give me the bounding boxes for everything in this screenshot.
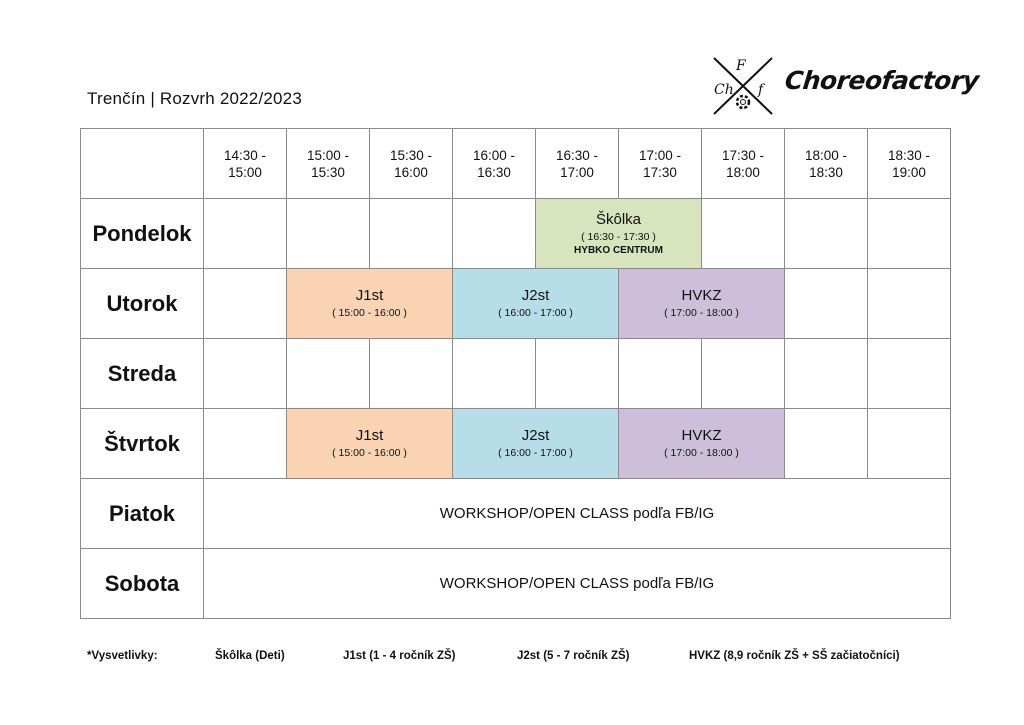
empty-cell — [370, 339, 453, 409]
class-time: ( 16:30 - 17:30 ) — [581, 230, 656, 243]
empty-cell — [204, 199, 287, 269]
empty-cell — [204, 339, 287, 409]
class-venue: HYBKO CENTRUM — [574, 244, 663, 256]
day-label: Pondelok — [81, 199, 204, 269]
time-slot-header: 18:00 - 18:30 — [785, 129, 868, 199]
empty-cell — [619, 339, 702, 409]
class-name: J1st — [355, 427, 384, 444]
day-label: Štvrtok — [81, 409, 204, 479]
class-block-hvkz — [619, 269, 785, 339]
empty-cell — [785, 269, 868, 339]
legend-j2st: J2st (5 - 7 ročník ZŠ) — [517, 650, 630, 662]
page-title: Trenčín | Rozvrh 2022/2023 — [87, 89, 302, 108]
class-block-skolka — [536, 199, 702, 269]
class-time: ( 15:00 - 16:00 ) — [332, 307, 407, 319]
time-slot-header: 18:30 - 19:00 — [868, 129, 951, 199]
class-name: J2st — [521, 287, 550, 304]
class-time: ( 15:00 - 16:00 ) — [332, 447, 407, 459]
class-block-j1st — [287, 409, 453, 479]
time-slot-header: 16:30 - 17:00 — [536, 129, 619, 199]
empty-cell — [287, 199, 370, 269]
time-slot-header: 15:30 - 16:00 — [370, 129, 453, 199]
empty-cell — [453, 199, 536, 269]
corner-cell — [81, 129, 204, 199]
class-name: HVKZ — [681, 427, 722, 444]
empty-cell — [785, 339, 868, 409]
class-block-j2st — [453, 269, 619, 339]
time-slot-header: 14:30 - 15:00 — [204, 129, 287, 199]
empty-cell — [204, 269, 287, 339]
monogram-icon — [706, 52, 782, 120]
day-label: Utorok — [81, 269, 204, 339]
day-row-utorok — [81, 269, 951, 339]
empty-cell — [868, 199, 951, 269]
legend-skolka: Škôlka (Deti) — [215, 650, 285, 662]
monogram-left: Ch — [714, 82, 734, 98]
legend-j1st: J1st (1 - 4 ročník ZŠ) — [343, 650, 456, 662]
monogram-top: F — [736, 58, 746, 74]
monogram-right: f — [758, 82, 764, 98]
empty-cell — [370, 199, 453, 269]
class-name: J1st — [355, 287, 384, 304]
schedule-table — [80, 128, 951, 619]
workshop-cell: WORKSHOP/OPEN CLASS podľa FB/IG — [204, 479, 951, 549]
time-slot-header: 15:00 - 15:30 — [287, 129, 370, 199]
day-row-sobota — [81, 549, 951, 619]
day-row-stvrtok — [81, 409, 951, 479]
choreofactory-logo — [706, 52, 981, 120]
class-name: J2st — [521, 427, 550, 444]
day-label: Sobota — [81, 549, 204, 619]
class-block-j1st — [287, 269, 453, 339]
legend-label: *Vysvetlivky: — [87, 650, 158, 662]
workshop-cell: WORKSHOP/OPEN CLASS podľa FB/IG — [204, 549, 951, 619]
class-name: HVKZ — [681, 287, 722, 304]
empty-cell — [868, 339, 951, 409]
logo-wordmark: Choreofactory — [783, 66, 981, 95]
day-label: Piatok — [81, 479, 204, 549]
class-block-hvkz — [619, 409, 785, 479]
empty-cell — [868, 269, 951, 339]
empty-cell — [785, 199, 868, 269]
class-name: Škôlka — [595, 210, 642, 228]
empty-cell — [536, 339, 619, 409]
empty-cell — [453, 339, 536, 409]
empty-cell — [868, 409, 951, 479]
empty-cell — [702, 199, 785, 269]
empty-cell — [204, 409, 287, 479]
class-time: ( 17:00 - 18:00 ) — [664, 307, 739, 319]
class-block-j2st — [453, 409, 619, 479]
empty-cell — [702, 339, 785, 409]
day-label: Streda — [81, 339, 204, 409]
day-row-streda — [81, 339, 951, 409]
class-time: ( 17:00 - 18:00 ) — [664, 447, 739, 459]
empty-cell — [785, 409, 868, 479]
time-slot-header: 16:00 - 16:30 — [453, 129, 536, 199]
day-row-piatok — [81, 479, 951, 549]
empty-cell — [287, 339, 370, 409]
class-time: ( 16:00 - 17:00 ) — [498, 447, 573, 459]
time-slot-header: 17:30 - 18:00 — [702, 129, 785, 199]
legend-hvkz: HVKZ (8,9 ročník ZŠ + SŠ začiatočníci) — [689, 650, 900, 662]
time-slot-header: 17:00 - 17:30 — [619, 129, 702, 199]
day-row-pondelok — [81, 199, 951, 269]
class-time: ( 16:00 - 17:00 ) — [498, 307, 573, 319]
header-row — [81, 129, 951, 199]
